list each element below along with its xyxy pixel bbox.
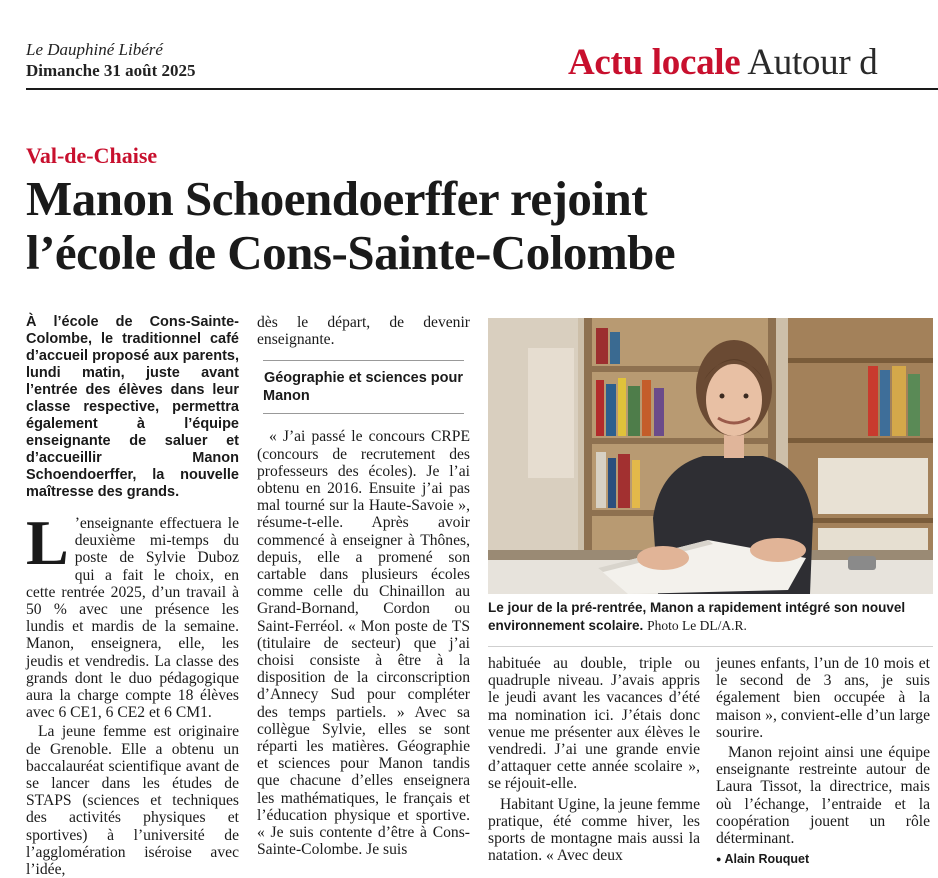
newspaper-name: Le Dauphiné Libéré	[26, 40, 163, 59]
caption-rule	[488, 646, 933, 647]
article-paragraph-2-end: dès le départ, de devenir enseignante.	[257, 314, 470, 349]
author-name: Alain Rouquet	[724, 852, 810, 867]
section-subname: Autour d	[747, 42, 878, 83]
headline-line-1: Manon Schoendoerffer rejoint	[26, 171, 648, 226]
paragraph-1-text: ’enseignante effectuera le deuxième mi-temps du poste de Sylvie Duboz qui a fait le choix, en cette rentrée 2025, d’un travail à 50 % avec une présence les lundis et mardis de la semaine. Manon, enseignera, elle, les jeudis et vendredis. La classe des grands dont le duo pédagogique aura la charge compte 18 élèves avec 6 CE1, 6 CE2 et 6 CM1.	[26, 515, 239, 722]
section-name: Actu locale	[568, 42, 741, 83]
article-column-3	[488, 655, 700, 864]
drop-cap: L	[26, 507, 69, 578]
article-column-2	[257, 314, 470, 858]
headline-line-2: l’école de Cons-Sainte-Colombe	[26, 225, 676, 280]
article-paragraph-4-start: Habitant Ugine, la jeune femme pratique, été comme hiver, les sports de montagne mais aussi la natation. « Avec deux	[488, 795, 700, 865]
article-lede: À l’école de Cons-Sainte-Colombe, le traditionnel café d’accueil proposé aux parents, lundi matin, juste avant l’entrée des élèves dans leur classe respective, permettra également à l’équipe enseignante de saluer et d’accueillir Manon Schoendoerffer, la nouvelle maîtresse des grands.	[26, 314, 239, 500]
subhead-box	[263, 360, 464, 414]
masthead-rule	[26, 88, 938, 90]
article-paragraph-1	[26, 507, 239, 722]
article-subhead: Géographie et sciences pour Manon	[263, 370, 464, 405]
article-paragraph-3-start: « J’ai passé le concours CRPE (concours de recrutement des professeurs des écoles). Je l’ai obtenu en 2016. Ensuite j’ai pas mal tourné sur la Haute-Savoie », résume-t-elle. Après avoir commencé à enseigner à Thônes, depuis, elle a promené son cartable dans plusieurs écoles comme celle du Chinaillon au Grand-Bornand, Cordon ou Saint-Ferréol. « Mon poste de TS (titulaire de secteur) que j’ai choisi consiste à être à la disposition de la circonscription d’Annecy Sud pour compléter des temps partiels. » Avec sa collègue Sylvie, elles se sont réparti les matières. Géographie et sciences pour Manon tandis que chacune d’elles enseignera les mathématiques, le français et l’éducation physique et sportive. « Je suis contente d’être à Cons-Sainte-Colombe. Je suis	[257, 428, 470, 859]
article-column-4	[716, 655, 930, 868]
article-photo	[488, 318, 933, 594]
caption-text: Le jour de la pré-rentrée, Manon a rapidement intégré son nouvel environnement scolaire.	[488, 600, 906, 633]
article-paragraph-4-end: jeunes enfants, l’un de 10 mois et le second de 3 ans, je suis également bien occupée à la maison », convient-elle d’un large sourire.	[716, 655, 930, 741]
article-paragraph-5: Manon rejoint ainsi une équipe enseignante restreinte autour de Laura Tissot, la directrice, mais où l’échange, l’entraide et la coopération jouent un rôle déterminant.	[716, 744, 930, 848]
article-paragraph-3-end: habituée au double, triple ou quadruple niveau. J’avais appris le jeudi avant les vacances d’été ma nomination ici. J’étais donc venue me présenter aux élèves le vendredi. J’ai une grande envie d’attaquer cette année scolaire », se réjouit-elle.	[488, 655, 700, 793]
article-paragraph-2-start: La jeune femme est originaire de Grenoble. Elle a obtenu un baccalauréat scientifique avant de se lancer dans les études de STAPS (sciences et techniques des activités physiques et sportives) à l’université de l’agglomération iséroise avec l’idée,	[26, 723, 239, 878]
photo-caption	[488, 599, 933, 635]
article-column-1	[26, 314, 239, 878]
section-header	[568, 39, 878, 87]
article-signature	[716, 851, 930, 868]
article-kicker: Val-de-Chaise	[26, 143, 158, 168]
photo-credit: Photo Le DL/A.R.	[647, 618, 747, 633]
issue-date: Dimanche 31 août 2025	[26, 61, 196, 80]
article-headline	[26, 172, 926, 280]
signature-bullet: ●	[716, 854, 722, 865]
